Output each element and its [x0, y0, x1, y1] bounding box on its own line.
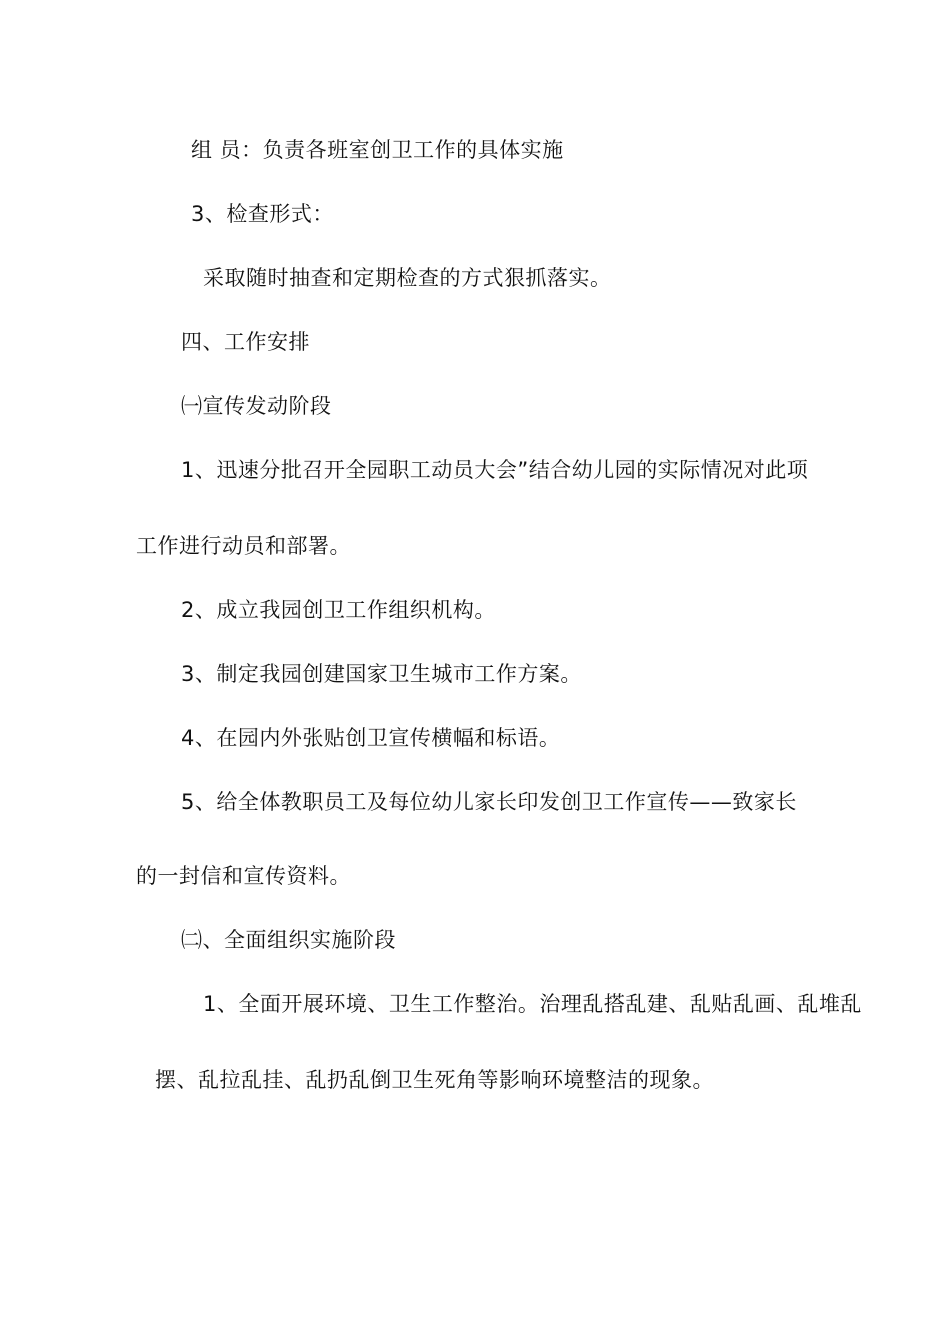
paragraph-inspection-heading: 3、检查形式：: [191, 202, 334, 226]
paragraph-impl-item-1-line-1: 1、全面开展环境、卫生工作整治。治理乱搭乱建、乱贴乱画、乱堆乱: [203, 992, 862, 1016]
subsection-heading-implementation: ㈡、全面组织实施阶段: [181, 928, 396, 952]
paragraph-impl-item-1-line-2: 摆、乱拉乱挂、乱扔乱倒卫生死角等影响环境整洁的现象。: [155, 1068, 714, 1092]
subsection-heading-publicity: ㈠宣传发动阶段: [181, 394, 332, 418]
paragraph-item-1-line-2: 工作进行动员和部署。: [136, 534, 351, 558]
paragraph-item-5-line-2: 的一封信和宣传资料。: [136, 864, 351, 888]
paragraph-item-4: 4、在园内外张贴创卫宣传横幅和标语。: [181, 726, 561, 750]
paragraph-inspection-method: 采取随时抽查和定期检查的方式狠抓落实。: [203, 266, 612, 290]
paragraph-item-5-line-1: 5、给全体教职员工及每位幼儿家长印发创卫工作宣传——致家长: [181, 790, 797, 814]
paragraph-item-2: 2、成立我园创卫工作组织机构。: [181, 598, 496, 622]
section-heading-work-arrangement: 四、工作安排: [181, 330, 310, 354]
paragraph-item-3: 3、制定我园创建国家卫生城市工作方案。: [181, 662, 582, 686]
paragraph-item-1-line-1: 1、迅速分批召开全园职工动员大会”结合幼儿园的实际情况对此项: [181, 458, 809, 482]
paragraph-members: 组 员：负责各班室创卫工作的具体实施: [191, 138, 564, 162]
